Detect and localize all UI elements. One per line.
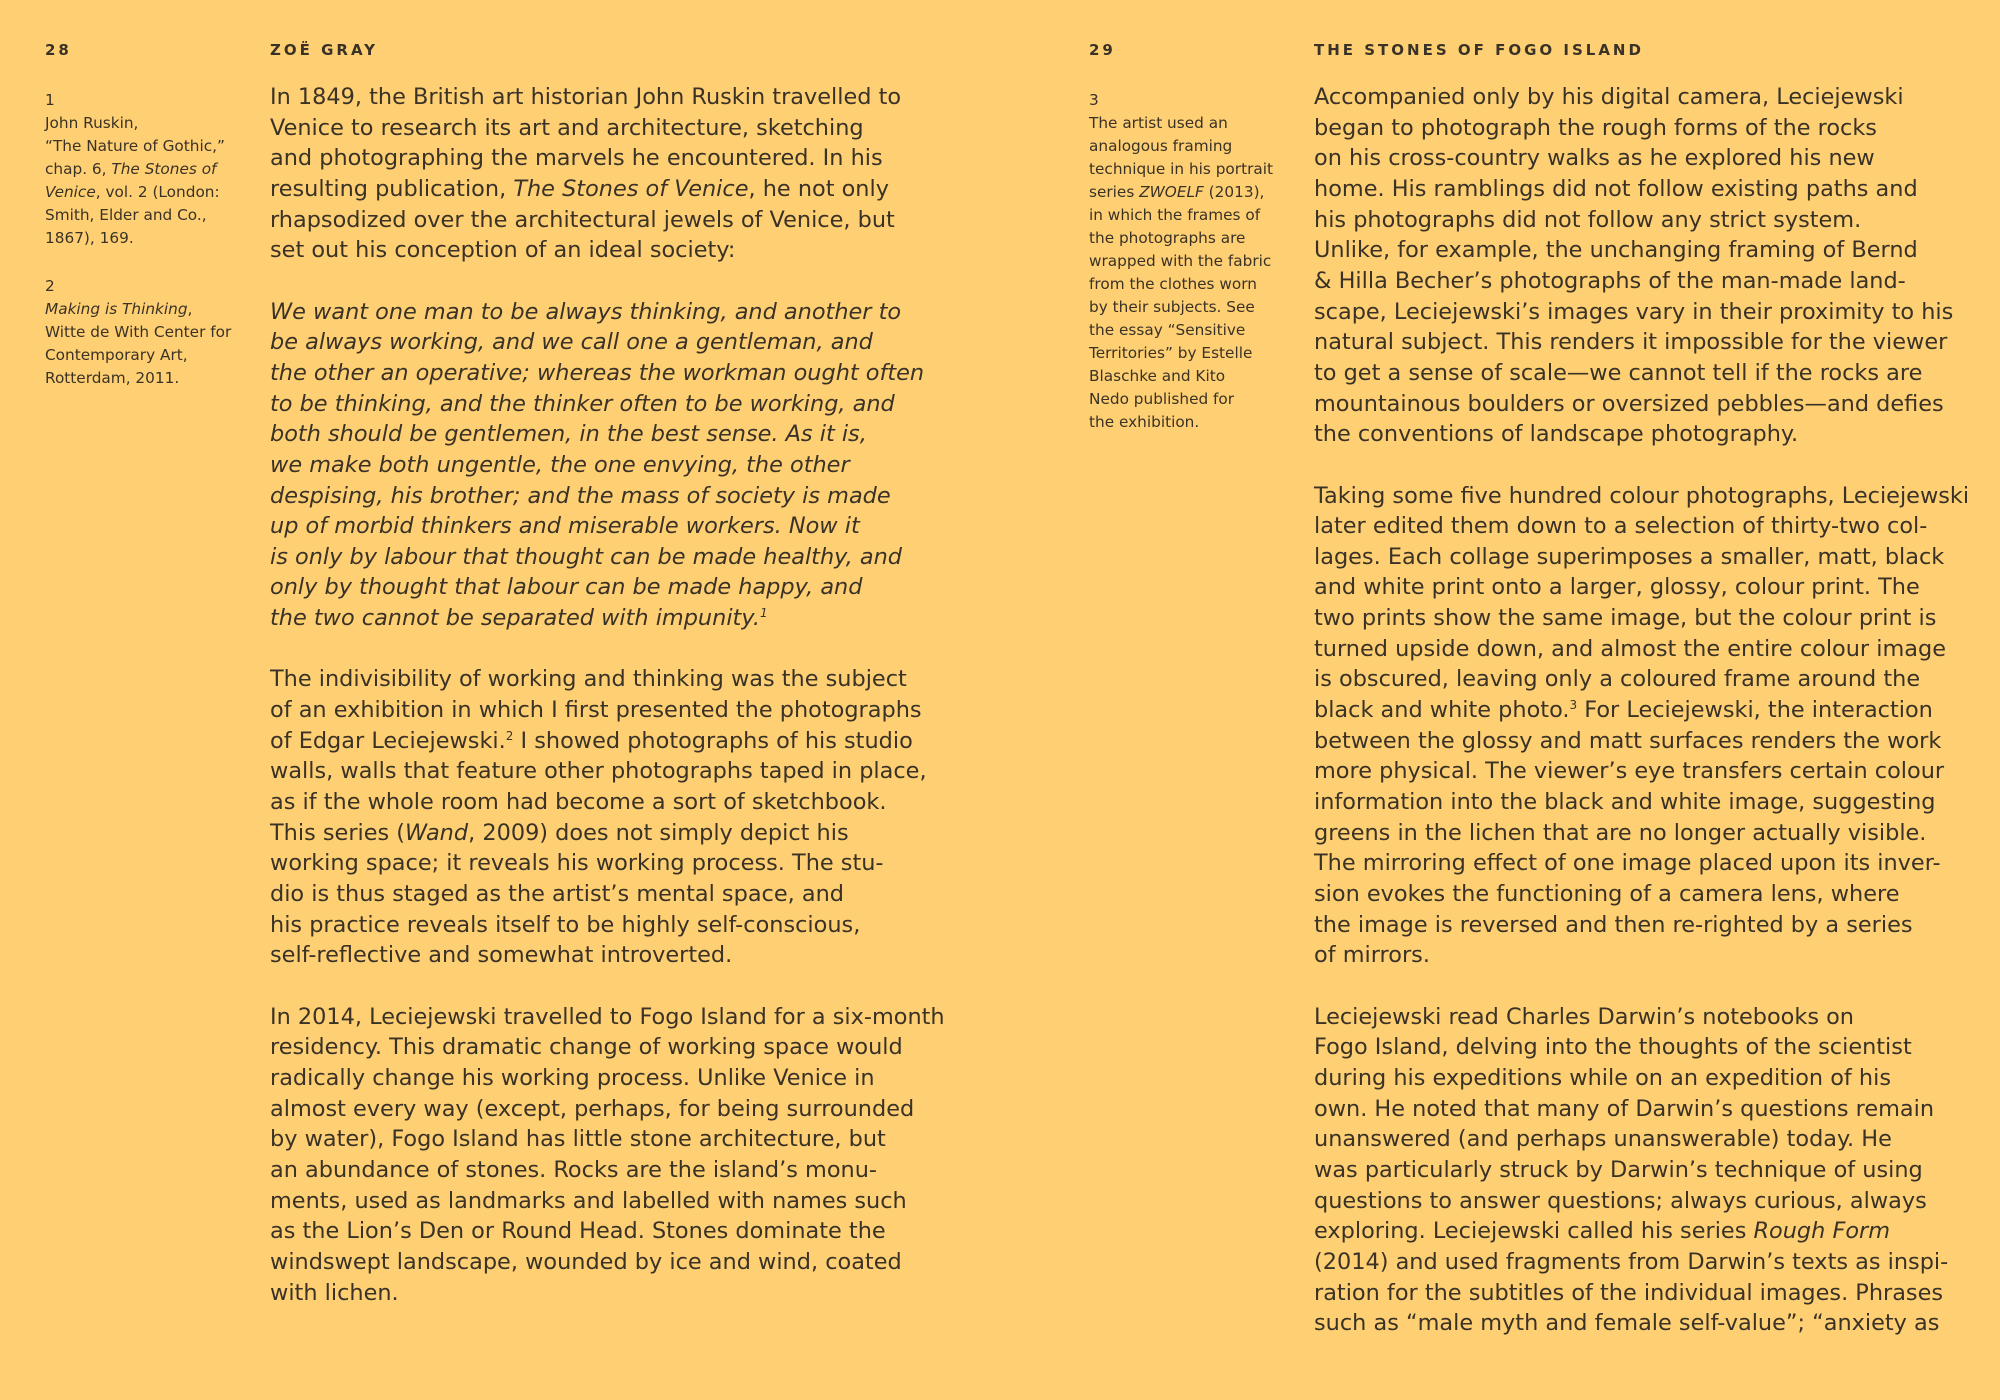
paragraph: In 2014, Leciejewski travelled to Fogo Island for a six-month residency. This dramatic change of working space would radically change his working process. Unlike Venice in almost every way (except, perhaps, for being surrounded by water), Fogo Island has little stone architecture, but an abundance of stones. Rocks are the island’s monu- ments, used as landmarks and labelled with names such as the Lion’s Den or Round Head. Stones dominate the windswept landscape, wounded by ice and wind, coated with lichen.: [270, 1003, 945, 1306]
paragraph: Accompanied only by his digital camera, Leciejewski began to photograph the rough forms of the rocks on his cross-country walks as he explored his new home. His ramblings did not follow existing paths and his photographs did not follow any strict system. Unlike, for example, the unchanging framing of Bernd & Hilla Becher’s photographs of the man-made land- scape, Leciejewski’s images vary in their proximity to his natural subject. This renders it impossible for the viewer to get a sense of scale—we cannot tell if the rocks are mountainous boulders or oversized pebbles—and defies the conventions of landscape photography.: [1314, 84, 1954, 448]
running-head-left: ZOË GRAY: [270, 41, 378, 59]
running-head-right: THE STONES OF FOGO ISLAND: [1314, 41, 1644, 59]
paragraph: The indivisibility of working and thinking was the subject of an exhibition in which I first presented the photographs of Edgar Leciejewski.$^2$ I showed photographs of his studio walls, walls that feature other photographs taped in place, as if the whole room had become a sort of sketchbook. This series (Wand, 2009) does not simply depict his working space; it reveals his working process. The stu- dio is thus staged as the artist’s mental space, and his practice reveals itself to be highly self-conscious, self-reflective and somewhat introverted.: [270, 666, 927, 969]
footnote-number: 2: [45, 277, 55, 295]
block-quote: We want one man to be always thinking, and another to be always working, and we call one a gentleman, and the other an operative; whereas the workman ought often to be thinking, and the thinker often to be working, and both should be gentlemen, in the best sense. As it is, we make both ungentle, the one envying, the other despising, his brother; and the mass of society is made up of morbid thinkers and miserable workers. Now it is only by labour that thought can be made healthy, and only by thought that labour can be made happy, and the two cannot be separated with impunity.$^1$: [270, 298, 925, 632]
paragraph: Taking some five hundred colour photographs, Leciejewski later edited them down to a selection of thirty-two col- lages. Each collage superimposes a smaller, matt, black and white print onto a larger, glossy, colour print. The two prints show the same image, but the colour print is turned upside down, and almost the entire colour image is obscured, leaving only a coloured frame around the black and white photo.$^3$ For Leciejewski, the interaction between the glossy and matt surfaces renders the work more physical. The viewer’s eye transfers certain colour information into the black and white image, suggesting greens in the lichen that are no longer actually visible. The mirroring effect of one image placed upon its inver- sion evokes the functioning of a camera lens, where the image is reversed and then re-righted by a series of mirrors.: [1314, 482, 1970, 969]
footnote-number: 3: [1089, 91, 1099, 109]
footnote-number: 1: [45, 91, 55, 109]
footnote: 1 John Ruskin, “The Nature of Gothic,” chap. 6, The Stones of Venice, vol. 2 (London: Smith, Elder and Co., 1867), 169.: [45, 89, 245, 250]
paragraph: Leciejewski read Charles Darwin’s notebooks on Fogo Island, delving into the thoughts of the scientist during his expeditions while on an expedition of his own. He noted that many of Darwin’s questions remain unanswered (and perhaps unanswerable) today. He was particularly struck by Darwin’s technique of using questions to answer questions; always curious, always exploring. Leciejewski called his series Rough Form (2014) and used fragments from Darwin’s texts as inspi- ration for the subtitles of the individual images. Phrases such as “male myth and female self-value”; “anxiety as: [1314, 1003, 1949, 1337]
page-number-left: 28: [45, 41, 72, 59]
footnotes-right: [1089, 89, 1289, 459]
footnote: 2 Making is Thinking, Witte de With Center for Contemporary Art, Rotterdam, 2011.: [45, 275, 245, 390]
footnotes-left: [45, 89, 245, 415]
footnote: 3 The artist used an analogous framing technique in his portrait series ZWOELF (2013), in which the frames of the photographs are wrapped with the fabric from the clothes worn by their subjects. See the essay “Sensitive Territories” by Estelle Blaschke and Kito Nedo published for the exhibition.: [1089, 89, 1289, 434]
main-text-right: [1314, 82, 1994, 1370]
page-number-right: 29: [1089, 41, 1116, 59]
main-text-left: [270, 82, 945, 1339]
paragraph: In 1849, the British art historian John Ruskin travelled to Venice to research its art and architecture, sketching and photographing the marvels he encountered. In his resulting publication, The Stones of Venice, he not only rhapsodized over the architectural jewels of Venice, but set out his conception of an ideal society:: [270, 84, 902, 264]
